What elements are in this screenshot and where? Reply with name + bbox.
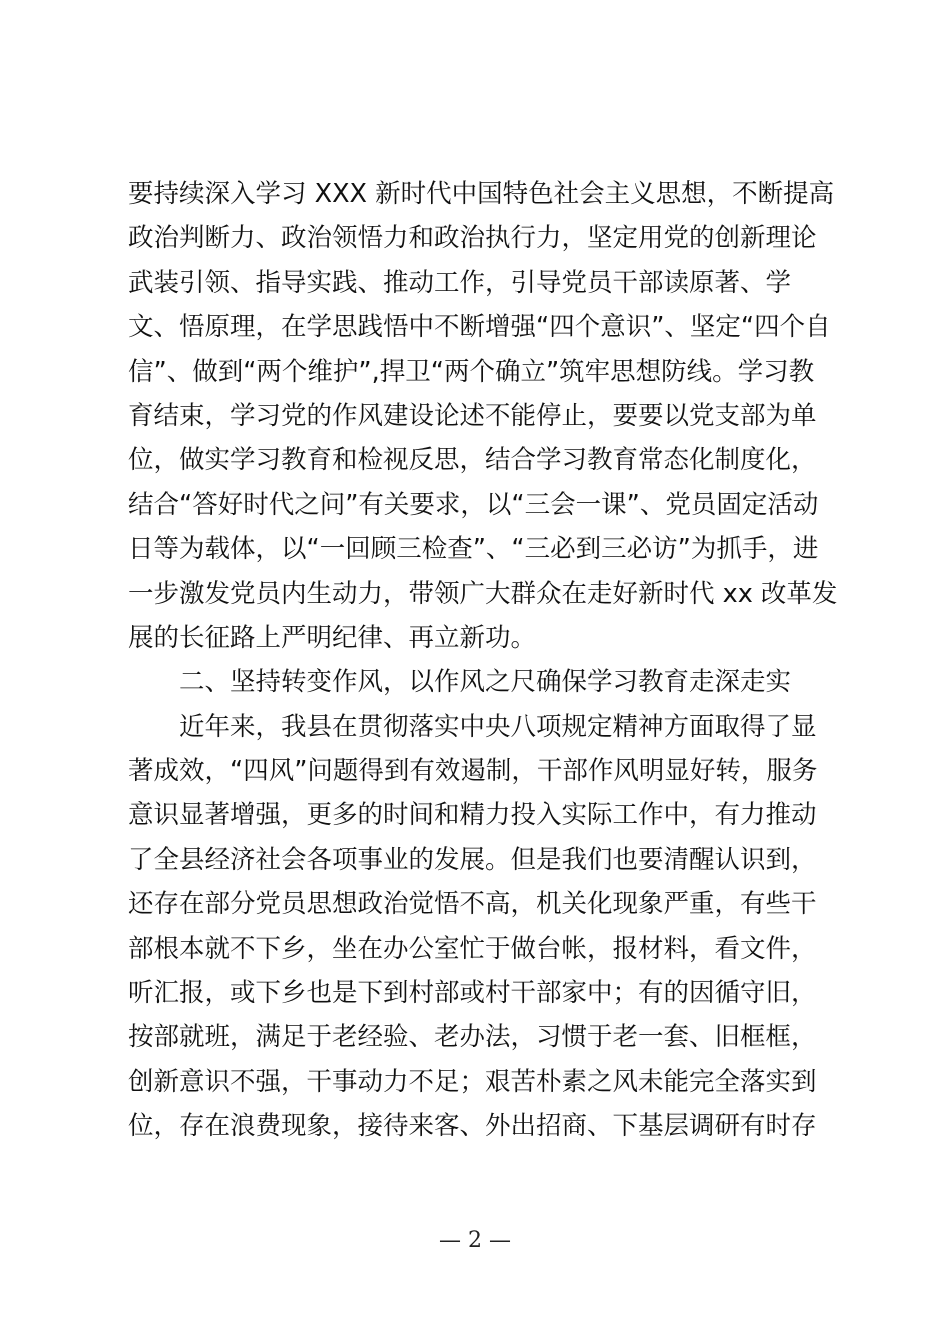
document-body	[128, 172, 838, 1149]
paragraph-line: 位，做实学习教育和检视反思，结合学习教育常态化制度化，	[128, 445, 817, 476]
paragraph-line: 位，存在浪费现象，接待来客、外出招商、下基层调研有时存	[128, 1111, 817, 1142]
paragraph-line: 著成效，“四风”问题得到有效遏制，干部作风明显好转，服务	[128, 756, 818, 787]
paragraph-line: 了全县经济社会各项事业的发展。但是我们也要清醒认识到，	[128, 844, 817, 875]
paragraph-line: 信”、做到“两个维护”,捍卫“两个确立”筑牢思想防线。学习教	[128, 356, 815, 387]
paragraph-line: 创新意识不强，干事动力不足；艰苦朴素之风未能完全落实到	[128, 1066, 817, 1097]
page-number: — 2 —	[439, 1228, 511, 1253]
paragraph-line: 要持续深入学习 XXX 新时代中国特色社会主义思想，不断提高	[128, 179, 835, 209]
paragraph-line: 日等为载体，以“一回顾三检查”、“三必到三必访”为抓手，进	[128, 534, 819, 565]
paragraph-line: 还存在部分党员思想政治觉悟不高，机关化现象严重，有些干	[128, 889, 817, 920]
section-heading: 二、坚持转变作风，以作风之尺确保学习教育走深走实	[179, 667, 792, 698]
paragraph-line: 部根本就不下乡，坐在办公室忙于做台帐，报材料，看文件，	[128, 933, 817, 964]
paragraph-line: 结合“答好时代之问”有关要求，以“三会一课”、党员固定活动	[128, 489, 819, 520]
paragraph-line: 一步激发党员内生动力，带领广大群众在走好新时代 xx 改革发	[128, 578, 838, 609]
paragraph-line: 文、悟原理，在学思践悟中不断增强“四个意识”、坚定“四个自	[128, 312, 831, 343]
paragraph-line: 武装引领、指导实践、推动工作，引导党员干部读原著、学	[128, 267, 792, 298]
paragraph-line: 育结束，学习党的作风建设论述不能停止，要要以党支部为单	[128, 400, 817, 431]
paragraph-line: 政治判断力、政治领悟力和政治执行力，坚定用党的创新理论	[128, 223, 817, 254]
paragraph-line: 展的长征路上严明纪律、再立新功。	[128, 622, 537, 653]
paragraph-line: 意识显著增强，更多的时间和精力投入实际工作中，有力推动	[128, 800, 817, 831]
paragraph-line: 近年来，我县在贯彻落实中央八项规定精神方面取得了显	[179, 711, 817, 742]
paragraph-line: 听汇报，或下乡也是下到村部或村干部家中；有的因循守旧，	[128, 978, 817, 1009]
paragraph-line: 按部就班，满足于老经验、老办法，习惯于老一套、旧框框，	[128, 1022, 817, 1053]
